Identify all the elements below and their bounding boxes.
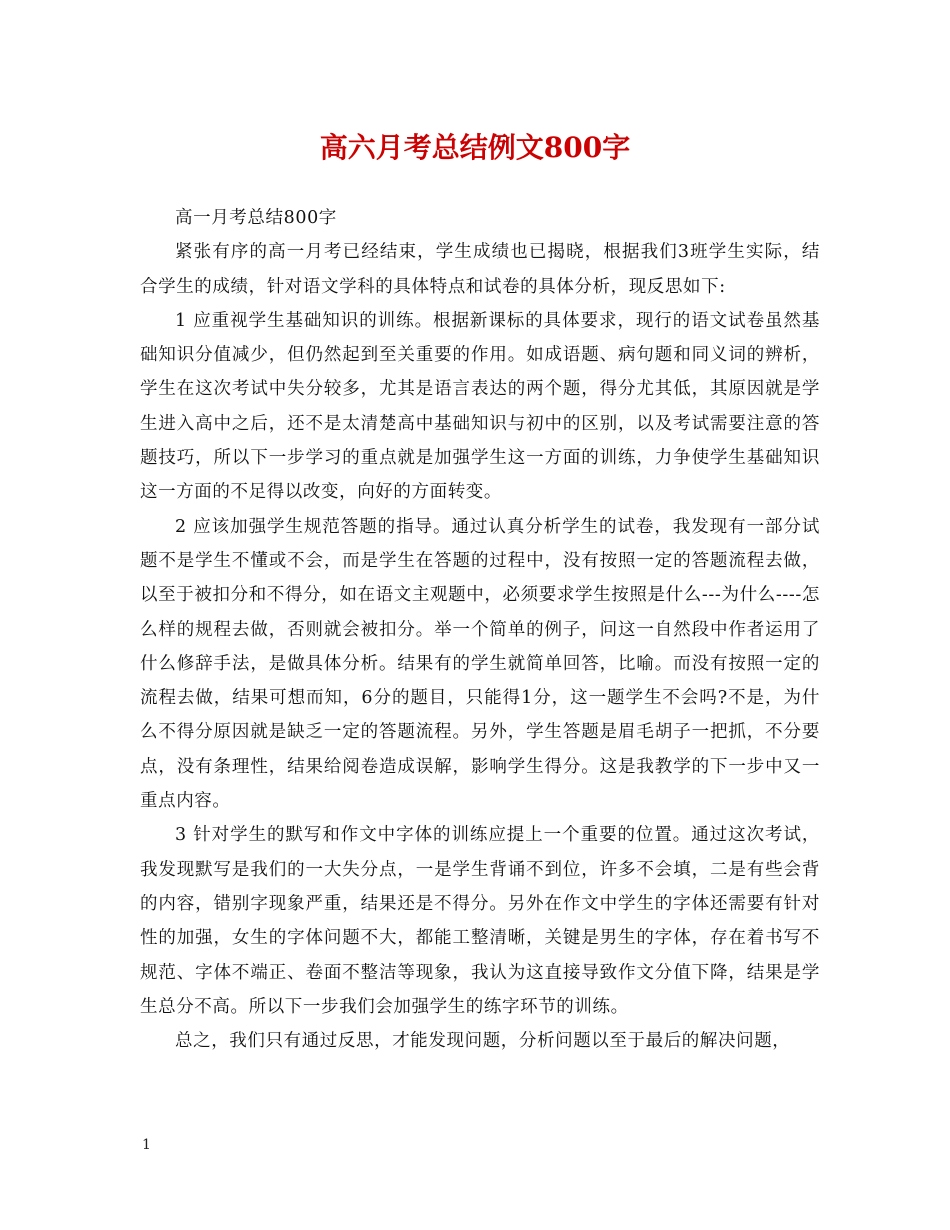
paragraph-point-2: 2 应该加强学生规范答题的指导。通过认真分析学生的试卷，我发现有一部分试题不是学生不懂或不会，而是学生在答题的过程中，没有按照一定的答题流程去做，以至于被扣分和不得分，如在语文主观题中，必须要求学生按照是什么---为什么----怎么样的规程去做，否则就会被扣分。举一个简单的例子，问这一自然段中作者运用了什么修辞手法，是做具体分析。结果有的学生就简单回答，比喻。而没有按照一定的流程去做，结果可想而知，6分的题目，只能得1分，这一题学生不会吗?不是，为什么不得分原因就是缺乏一定的答题流程。另外，学生答题是眉毛胡子一把抓，不分要点，没有条理性，结果给阅卷造成误解，影响学生得分。这是我教学的下一步中又一重点内容。 (140, 516, 820, 812)
paragraph-intro: 紧张有序的高一月考已经结束，学生成绩也已揭晓，根据我们3班学生实际，结合学生的成绩，针对语文学科的具体特点和试卷的具体分析，现反思如下: (140, 242, 820, 297)
paragraph-point-1: 1 应重视学生基础知识的训练。根据新课标的具体要求，现行的语文试卷虽然基础知识分值减少，但仍然起到至关重要的作用。如成语题、病句题和同义词的辨析，学生在这次考试中失分较多，尤其是语言表达的两个题，得分尤其低，其原因就是学生进入高中之后，还不是太清楚高中基础知识与初中的区别，以及考试需要注意的答题技巧，所以下一步学习的重点就是加强学生这一方面的训练，力争使学生基础知识这一方面的不足得以改变，向好的方面转变。 (140, 310, 820, 503)
paragraph-point-3: 3 针对学生的默写和作文中字体的训练应提上一个重要的位置。通过这次考试，我发现默写是我们的一大失分点，一是学生背诵不到位，许多不会填，二是有些会背的内容，错别字现象严重，结果还是不得分。另外在作文中学生的字体还需要有针对性的加强，女生的字体问题不大，都能工整清晰，关键是男生的字体，存在着书写不规范、字体不端正、卷面不整洁等现象，我认为这直接导致作文分值下降，结果是学生总分不高。所以下一步我们会加强学生的练字环节的训练。 (140, 825, 820, 1017)
document-body (140, 201, 820, 1058)
paragraph-conclusion: 总之，我们只有通过反思，才能发现问题，分析问题以至于最后的解决问题， (175, 1031, 791, 1052)
paragraph-subtitle: 高一月考总结800字 (175, 208, 337, 228)
document-title: 高六月考总结例文800字 (319, 131, 631, 164)
page-number: 1 (142, 1137, 151, 1153)
